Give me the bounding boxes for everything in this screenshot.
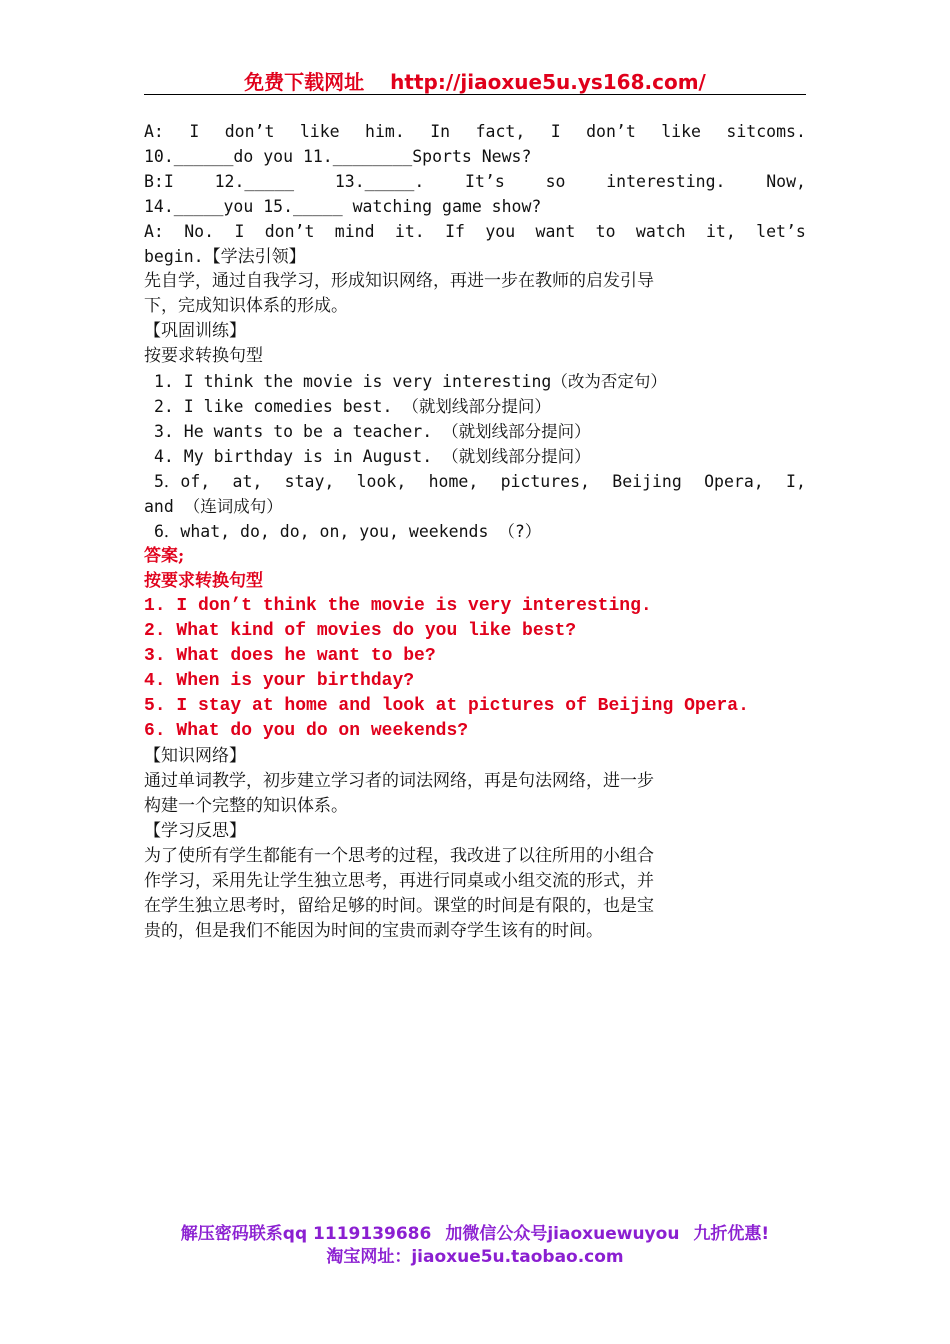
practice-item-3: 3. He wants to be a teacher. （就划线部分提问） [154,422,591,441]
word: I [234,222,245,241]
word: 5．of, [154,472,211,491]
header-site-label: 免费下载网址 [244,70,365,94]
reflection-text-2: 作学习，采用先让学生独立思考，再进行同桌或小组交流的形式，并 [144,871,654,891]
practice-item-5-cont: and （连词成句） [144,497,283,516]
footer-taobao-line [0,1242,950,1267]
footer-contact-line [0,1219,950,1244]
reflection-text-3: 在学生独立思考时，留给足够的时间。课堂的时间是有限的，也是宝 [144,896,654,916]
word: Now, [766,172,806,191]
word: home, [428,472,479,491]
word: don’t [224,122,275,141]
footer-qq: 解压密码联系qq 1119139686 [180,1224,432,1244]
answers-label: 答案; [144,546,185,566]
heading-knowledge-network: 【知识网络】 [144,746,246,766]
word: fact, [475,122,526,141]
word: I [189,122,200,141]
word: No. [184,222,215,241]
footer-discount: 九折优惠! [693,1224,770,1244]
dialogue-line-4: 14._____you 15._____ watching game show? [144,197,542,216]
word: want [535,222,576,241]
network-text-2: 构建一个完整的知识体系。 [144,796,348,816]
answer-5: 5. I stay at home and look at pictures of Beijing Opera. [144,696,749,716]
practice-item-5 [144,469,806,494]
practice-item-1: 1. I think the movie is very interesting（改为否定句） [154,372,667,391]
header-url[interactable]: http://jiaoxue5u.ys168.com/ [390,70,706,94]
document-body [144,119,806,944]
word: stay, [284,472,335,491]
answers-instruction: 按要求转换句型 [144,571,263,591]
page-header [0,66,950,95]
word: I [550,122,561,141]
word: to [595,222,616,241]
word: pictures, [500,472,590,491]
dialogue-line-6 [144,244,806,269]
footer-wechat: 加微信公众号jiaoxuewuyou [445,1224,680,1244]
dialogue-line-2: 10.______do you 11.________Sports News? [144,147,532,166]
word: If [445,222,465,241]
practice-item-6: 6．what, do, do, on, you, weekends （?） [154,522,542,541]
word: like [661,122,701,141]
reflection-text-4: 贵的，但是我们不能因为时间的宝贵而剥夺学生该有的时间。 [144,921,603,941]
word: interesting. [606,172,726,191]
footer-taobao-link[interactable]: 淘宝网址：jiaoxue5u.taobao.com [326,1247,624,1267]
reflection-text-1: 为了使所有学生都能有一个思考的过程，我改进了以往所用的小组合 [144,846,654,866]
method-text-2: 下，完成知识体系的形成。 [144,296,348,316]
word: Beijing [612,472,682,491]
word: I, [786,472,806,491]
word: look, [356,472,407,491]
heading-practice: 【巩固训练】 [144,321,246,341]
practice-item-4: 4. My birthday is in August. （就划线部分提问） [154,447,591,466]
word: so [545,172,566,191]
method-text-1: 先自学，通过自我学习，形成知识网络，再进一步在教师的启发引导 [144,271,654,291]
word: In [430,122,451,141]
word: don’t [586,122,636,141]
word: sitcoms. [726,122,806,141]
word: him. [365,122,405,141]
dialogue-line-1 [144,119,806,144]
word: 12._____ [214,172,295,191]
answer-4: 4. When is your birthday? [144,671,415,691]
dialogue-line-3 [144,169,806,194]
answer-3: 3. What does he want to be? [144,646,436,666]
word: 13._____. [334,172,425,191]
dialogue-line-5 [144,219,806,244]
network-text-1: 通过单词教学，初步建立学习者的词法网络，再是句法网络，进一步 [144,771,654,791]
word: you [485,222,516,241]
word: Opera, [704,472,764,491]
word: It’s [465,172,505,191]
practice-instruction: 按要求转换句型 [144,346,263,366]
word: mind [334,222,375,241]
word: let’s [756,222,806,241]
word: it. [394,222,425,241]
dialogue-begin: begin. [144,247,204,266]
heading-method: 【学法引领】 [203,247,306,267]
word: at, [232,472,263,491]
answer-2: 2. What kind of movies do you like best? [144,621,577,641]
word: like [299,122,340,141]
word: it, [705,222,736,241]
answer-1: 1. I don’t think the movie is very interesting. [144,596,652,616]
word: B:I [144,172,174,191]
practice-item-2: 2. I like comedies best. （就划线部分提问） [154,397,551,416]
word: A: [144,222,164,241]
word: watch [635,222,686,241]
heading-reflection: 【学习反思】 [144,821,246,841]
header-divider [144,94,806,95]
word: A: [144,122,164,141]
answer-6: 6. What do you do on weekends? [144,721,469,741]
word: don’t [264,222,315,241]
